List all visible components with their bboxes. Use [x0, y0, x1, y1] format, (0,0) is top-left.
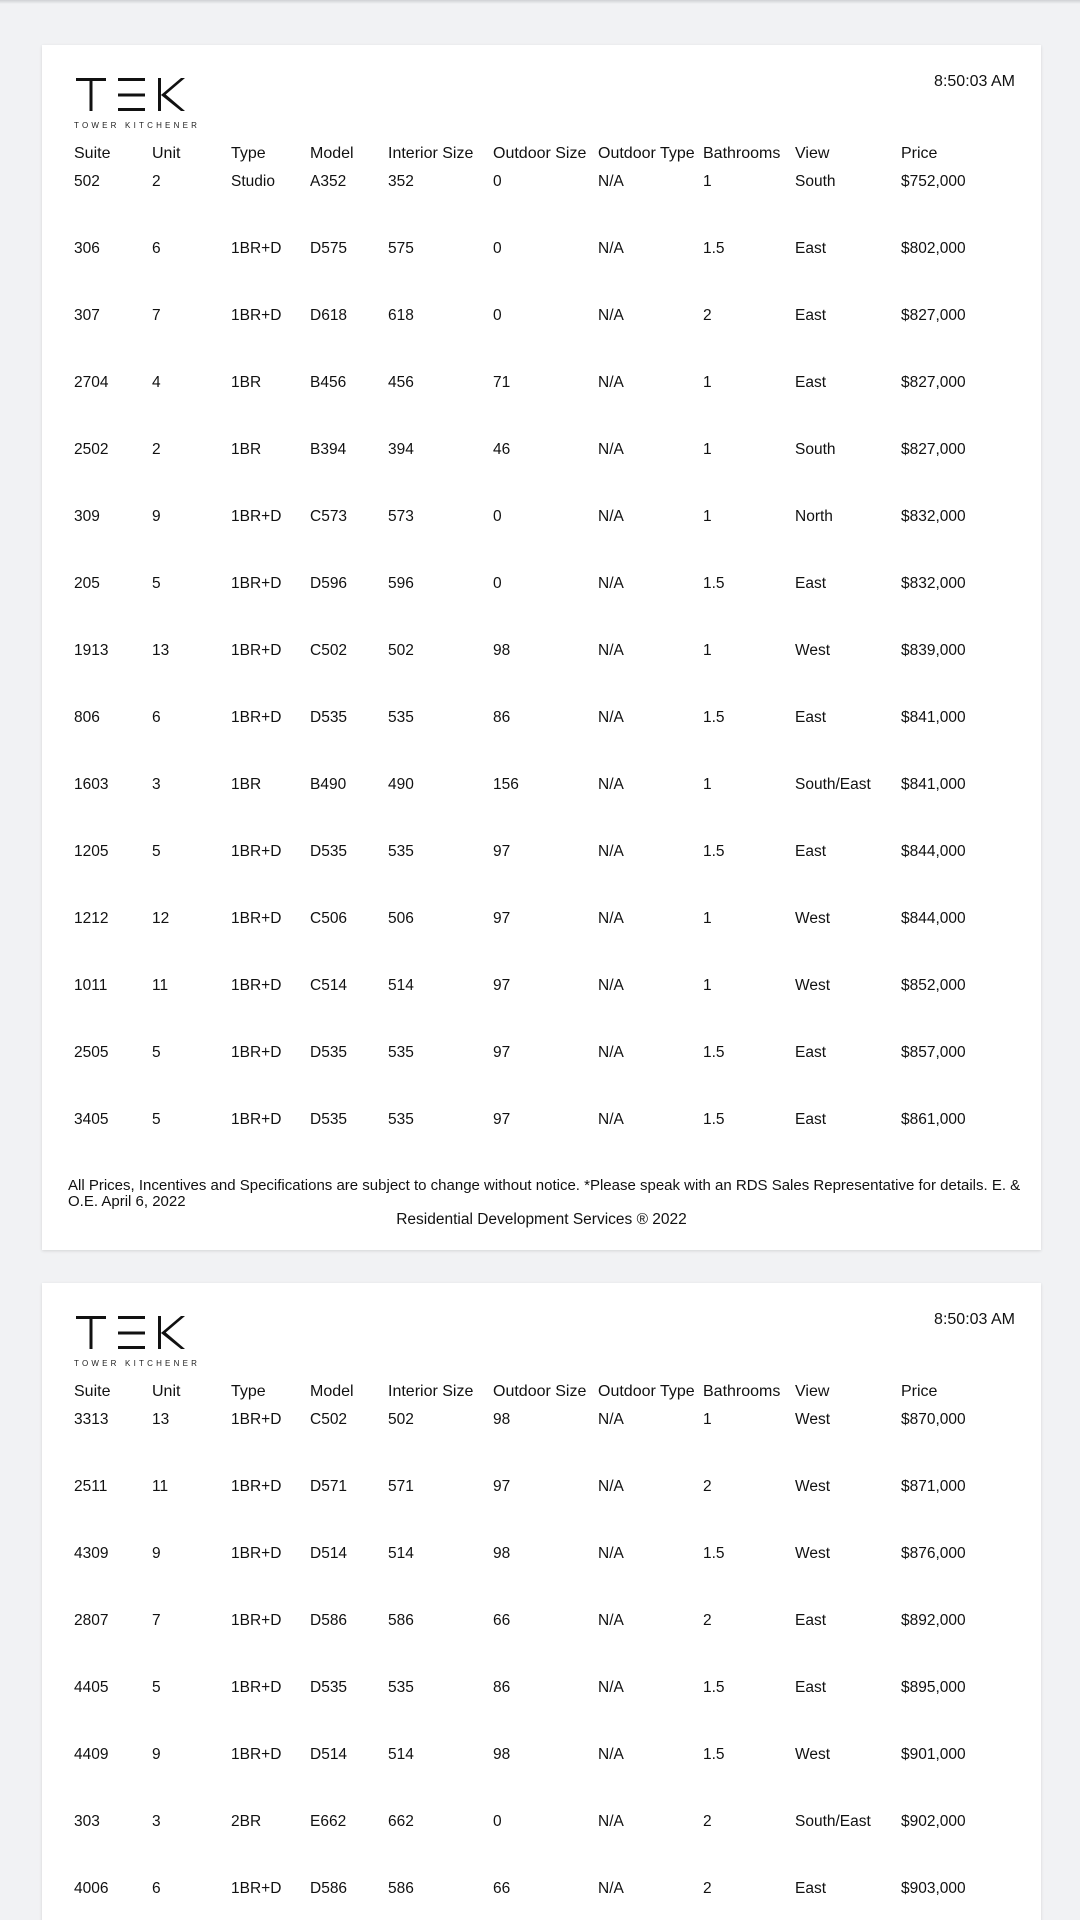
table-cell: West: [795, 910, 831, 927]
table-cell: 1: [703, 776, 712, 793]
column-header: Model: [310, 145, 354, 162]
table-cell: 6: [152, 709, 161, 726]
tek-logo-icon: [74, 1313, 204, 1357]
table-cell: 4006: [74, 1880, 109, 1897]
table-cell: B456: [310, 374, 347, 391]
table-cell: N/A: [598, 575, 624, 592]
table-cell: $876,000: [901, 1545, 966, 1562]
table-cell: 71: [493, 374, 511, 391]
table-cell: 3: [152, 1813, 161, 1830]
table-cell: 0: [493, 240, 502, 257]
table-cell: 98: [493, 1411, 511, 1428]
table-cell: 1BR+D: [231, 709, 282, 726]
column-header: Outdoor Size: [493, 145, 587, 162]
column-header: Type: [231, 145, 266, 162]
column-header: View: [795, 145, 830, 162]
table-cell: D586: [310, 1880, 348, 1897]
table-cell: 2BR: [231, 1813, 262, 1830]
table-cell: $902,000: [901, 1813, 966, 1830]
print-timestamp: 8:50:03 AM: [934, 1311, 1015, 1328]
table-cell: D535: [310, 709, 348, 726]
table-cell: 506: [388, 910, 414, 927]
table-cell: 1BR+D: [231, 910, 282, 927]
table-cell: N/A: [598, 508, 624, 525]
column-header: Interior Size: [388, 1383, 474, 1400]
table-cell: 2505: [74, 1044, 109, 1061]
table-row: [74, 437, 1011, 504]
table-row: [74, 973, 1011, 1040]
table-row: [74, 303, 1011, 370]
table-cell: 98: [493, 642, 511, 659]
table-cell: West: [795, 642, 831, 659]
table-cell: 514: [388, 1545, 414, 1562]
table-row: [74, 370, 1011, 437]
table-cell: 1: [703, 977, 712, 994]
table-row: [74, 1040, 1011, 1107]
table-cell: 5: [152, 1111, 161, 1128]
table-cell: 1BR+D: [231, 508, 282, 525]
table-cell: 2: [703, 1612, 712, 1629]
table-cell: 1: [703, 642, 712, 659]
table-cell: $827,000: [901, 374, 966, 391]
table-cell: 1011: [74, 977, 108, 994]
table-cell: 502: [74, 173, 100, 190]
tek-logo-icon: [74, 75, 204, 119]
table-cell: 0: [493, 508, 502, 525]
table-cell: $841,000: [901, 709, 966, 726]
table-cell: 502: [388, 1411, 414, 1428]
table-cell: 2: [703, 1880, 712, 1897]
table-cell: 3: [152, 776, 161, 793]
table-cell: N/A: [598, 1044, 624, 1061]
table-cell: 1BR+D: [231, 307, 282, 324]
table-cell: 1: [703, 173, 712, 190]
table-cell: 9: [152, 508, 161, 525]
table-cell: 1.5: [703, 1679, 725, 1696]
table-cell: D586: [310, 1612, 348, 1629]
table-cell: 0: [493, 307, 502, 324]
table-cell: $827,000: [901, 307, 966, 324]
table-cell: 6: [152, 240, 161, 257]
table-cell: 1.5: [703, 1044, 725, 1061]
table-cell: N/A: [598, 843, 624, 860]
table-cell: 586: [388, 1612, 414, 1629]
table-cell: 1BR+D: [231, 1044, 282, 1061]
table-cell: 5: [152, 1679, 161, 1696]
table-cell: 13: [152, 1411, 170, 1428]
table-row: [74, 1407, 1011, 1474]
column-header: Bathrooms: [703, 1383, 781, 1400]
table-cell: D596: [310, 575, 348, 592]
table-cell: $901,000: [901, 1746, 966, 1763]
table-cell: N/A: [598, 1813, 624, 1830]
table-cell: E662: [310, 1813, 347, 1830]
table-cell: 5: [152, 1044, 161, 1061]
table-row: [74, 1675, 1011, 1742]
table-cell: 98: [493, 1545, 511, 1562]
table-cell: N/A: [598, 1111, 624, 1128]
table-cell: 394: [388, 441, 414, 458]
table-cell: D535: [310, 1679, 348, 1696]
table-cell: 66: [493, 1612, 511, 1629]
column-header: Outdoor Type: [598, 145, 695, 162]
table-cell: 1.5: [703, 240, 725, 257]
table-cell: East: [795, 240, 827, 257]
table-cell: $802,000: [901, 240, 966, 257]
table-cell: 535: [388, 843, 414, 860]
table-cell: D575: [310, 240, 348, 257]
table-row: [74, 839, 1011, 906]
column-header: Bathrooms: [703, 145, 781, 162]
table-cell: 1BR: [231, 374, 262, 391]
table-cell: East: [795, 843, 827, 860]
table-cell: 535: [388, 709, 414, 726]
table-cell: C506: [310, 910, 348, 927]
table-cell: 1205: [74, 843, 109, 860]
table-cell: N/A: [598, 374, 624, 391]
table-cell: 535: [388, 1679, 414, 1696]
column-header: View: [795, 1383, 830, 1400]
column-header: Outdoor Size: [493, 1383, 587, 1400]
table-cell: 2: [703, 1813, 712, 1830]
table-cell: D618: [310, 307, 348, 324]
table-cell: 1BR+D: [231, 642, 282, 659]
table-cell: 86: [493, 709, 511, 726]
table-cell: 97: [493, 843, 511, 860]
column-header: Outdoor Type: [598, 1383, 695, 1400]
table-cell: 97: [493, 1478, 511, 1495]
table-cell: N/A: [598, 1411, 624, 1428]
table-cell: 1BR+D: [231, 1478, 282, 1495]
table-cell: 2: [152, 173, 161, 190]
table-row: [74, 1107, 1011, 1174]
table-row: [74, 1742, 1011, 1809]
table-cell: 1603: [74, 776, 109, 793]
table-cell: East: [795, 1044, 827, 1061]
units-table-body: [74, 1407, 1011, 1920]
column-header: Unit: [152, 1383, 181, 1400]
table-cell: 1.5: [703, 575, 725, 592]
table-cell: N/A: [598, 910, 624, 927]
table-cell: $861,000: [901, 1111, 966, 1128]
column-header: Model: [310, 1383, 354, 1400]
table-cell: 1BR+D: [231, 240, 282, 257]
table-cell: East: [795, 1880, 827, 1897]
table-cell: 5: [152, 575, 161, 592]
table-cell: East: [795, 1612, 827, 1629]
table-cell: South/East: [795, 776, 871, 793]
table-cell: N/A: [598, 1746, 624, 1763]
table-header-row: [74, 1383, 1011, 1407]
logo-tagline: TOWER KITCHENER: [74, 1359, 201, 1368]
table-cell: 573: [388, 508, 414, 525]
column-header: Unit: [152, 145, 181, 162]
table-cell: East: [795, 1679, 827, 1696]
tek-logo: [74, 75, 204, 133]
price-list-page-2: [42, 1283, 1041, 1920]
table-cell: 1.5: [703, 1111, 725, 1128]
table-row: [74, 1608, 1011, 1675]
table-cell: 4: [152, 374, 161, 391]
table-row: [74, 504, 1011, 571]
table-cell: N/A: [598, 1880, 624, 1897]
table-cell: N/A: [598, 240, 624, 257]
table-cell: 352: [388, 173, 414, 190]
table-cell: 1BR+D: [231, 1679, 282, 1696]
table-cell: 5: [152, 843, 161, 860]
table-row: [74, 1809, 1011, 1876]
table-row: [74, 1474, 1011, 1541]
disclaimer-text: All Prices, Incentives and Specifications are subject to change without notice. *Please speak with an RDS Sales Representative for details. E. & O.E. April 6, 2022: [68, 1177, 1021, 1210]
table-cell: N/A: [598, 709, 624, 726]
table-cell: East: [795, 1111, 827, 1128]
table-cell: East: [795, 575, 827, 592]
tek-logo: [74, 1313, 204, 1371]
table-cell: $827,000: [901, 441, 966, 458]
table-cell: 66: [493, 1880, 511, 1897]
column-header: Interior Size: [388, 145, 474, 162]
table-cell: C573: [310, 508, 348, 525]
table-cell: South: [795, 173, 836, 190]
table-cell: East: [795, 709, 827, 726]
table-cell: $903,000: [901, 1880, 966, 1897]
table-cell: B394: [310, 441, 347, 458]
table-cell: North: [795, 508, 833, 525]
table-cell: 596: [388, 575, 414, 592]
table-cell: 2704: [74, 374, 109, 391]
table-cell: 0: [493, 575, 502, 592]
table-cell: 3405: [74, 1111, 109, 1128]
table-cell: N/A: [598, 1679, 624, 1696]
table-cell: N/A: [598, 1545, 624, 1562]
table-row: [74, 906, 1011, 973]
table-cell: 514: [388, 977, 414, 994]
table-cell: 1BR+D: [231, 1746, 282, 1763]
table-cell: 6: [152, 1880, 161, 1897]
table-cell: 456: [388, 374, 414, 391]
table-cell: 1BR+D: [231, 977, 282, 994]
table-cell: 309: [74, 508, 100, 525]
column-header: Type: [231, 1383, 266, 1400]
table-cell: $871,000: [901, 1478, 966, 1495]
table-cell: 13: [152, 642, 170, 659]
table-row: [74, 1541, 1011, 1608]
table-cell: 307: [74, 307, 100, 324]
table-row: [74, 705, 1011, 772]
table-cell: $832,000: [901, 575, 966, 592]
table-cell: $857,000: [901, 1044, 966, 1061]
table-cell: C502: [310, 642, 348, 659]
table-cell: $895,000: [901, 1679, 966, 1696]
table-cell: 3313: [74, 1411, 109, 1428]
table-cell: N/A: [598, 977, 624, 994]
table-cell: N/A: [598, 441, 624, 458]
table-cell: 1: [703, 374, 712, 391]
table-cell: $841,000: [901, 776, 966, 793]
table-cell: 9: [152, 1545, 161, 1562]
table-cell: 97: [493, 977, 511, 994]
table-cell: 2502: [74, 441, 109, 458]
table-cell: 1.5: [703, 1746, 725, 1763]
table-cell: 4405: [74, 1679, 109, 1696]
table-cell: A352: [310, 173, 347, 190]
table-cell: 86: [493, 1679, 511, 1696]
table-row: [74, 638, 1011, 705]
column-header: Suite: [74, 145, 111, 162]
table-cell: 4409: [74, 1746, 109, 1763]
table-cell: $852,000: [901, 977, 966, 994]
table-cell: 1913: [74, 642, 109, 659]
table-cell: 7: [152, 1612, 161, 1629]
logo-tagline: TOWER KITCHENER: [74, 121, 201, 130]
table-cell: C514: [310, 977, 348, 994]
table-cell: South/East: [795, 1813, 871, 1830]
table-row: [74, 772, 1011, 839]
table-cell: 2511: [74, 1478, 108, 1495]
table-cell: $844,000: [901, 843, 966, 860]
table-cell: West: [795, 977, 831, 994]
table-cell: 1.5: [703, 709, 725, 726]
table-cell: 97: [493, 1044, 511, 1061]
table-row: [74, 169, 1011, 236]
print-timestamp: 8:50:03 AM: [934, 73, 1015, 90]
table-cell: 205: [74, 575, 100, 592]
table-cell: West: [795, 1478, 831, 1495]
table-cell: 1.5: [703, 843, 725, 860]
table-cell: West: [795, 1545, 831, 1562]
table-cell: 303: [74, 1813, 100, 1830]
table-cell: 1BR+D: [231, 1111, 282, 1128]
table-cell: N/A: [598, 642, 624, 659]
table-cell: 1.5: [703, 1545, 725, 1562]
table-cell: 1BR: [231, 776, 262, 793]
table-cell: 2: [703, 307, 712, 324]
table-cell: 1BR+D: [231, 1612, 282, 1629]
table-cell: 4309: [74, 1545, 109, 1562]
table-cell: 12: [152, 910, 170, 927]
table-cell: N/A: [598, 173, 624, 190]
table-cell: 97: [493, 1111, 511, 1128]
table-cell: N/A: [598, 307, 624, 324]
table-row: [74, 571, 1011, 638]
table-cell: South: [795, 441, 836, 458]
table-cell: East: [795, 307, 827, 324]
table-cell: 662: [388, 1813, 414, 1830]
price-list-page-1: [42, 45, 1041, 1250]
table-cell: 535: [388, 1044, 414, 1061]
table-cell: 0: [493, 173, 502, 190]
column-header: Suite: [74, 1383, 111, 1400]
toolbar-shadow: [0, 0, 1080, 4]
table-cell: 0: [493, 1813, 502, 1830]
table-cell: D535: [310, 1044, 348, 1061]
table-cell: 1: [703, 910, 712, 927]
table-cell: 514: [388, 1746, 414, 1763]
table-cell: 2: [703, 1478, 712, 1495]
table-cell: 806: [74, 709, 100, 726]
table-cell: N/A: [598, 1478, 624, 1495]
table-cell: 97: [493, 910, 511, 927]
table-cell: 2807: [74, 1612, 109, 1629]
table-cell: 1: [703, 1411, 712, 1428]
table-cell: $870,000: [901, 1411, 966, 1428]
units-table: [74, 1383, 1011, 1920]
copyright-text: Residential Development Services ® 2022: [396, 1211, 687, 1228]
table-cell: 571: [388, 1478, 414, 1495]
table-cell: D514: [310, 1746, 348, 1763]
table-cell: 618: [388, 307, 414, 324]
table-cell: 1BR+D: [231, 843, 282, 860]
table-cell: 1BR+D: [231, 1545, 282, 1562]
table-cell: 11: [152, 1478, 169, 1495]
table-cell: 2: [152, 441, 161, 458]
table-cell: 1BR+D: [231, 1880, 282, 1897]
units-table: [74, 145, 1011, 1174]
table-cell: 1212: [74, 910, 109, 927]
table-row: [74, 236, 1011, 303]
column-header: Price: [901, 1383, 938, 1400]
table-cell: 7: [152, 307, 161, 324]
table-cell: 1BR: [231, 441, 262, 458]
units-table-body: [74, 169, 1011, 1174]
table-cell: West: [795, 1746, 831, 1763]
table-cell: 1: [703, 441, 712, 458]
table-cell: 1BR+D: [231, 575, 282, 592]
table-cell: $752,000: [901, 173, 966, 190]
table-cell: 502: [388, 642, 414, 659]
table-cell: C502: [310, 1411, 348, 1428]
table-cell: 98: [493, 1746, 511, 1763]
table-header-row: [74, 145, 1011, 169]
table-cell: Studio: [231, 173, 275, 190]
table-cell: 9: [152, 1746, 161, 1763]
table-cell: D571: [310, 1478, 348, 1495]
table-cell: 535: [388, 1111, 414, 1128]
table-cell: 156: [493, 776, 519, 793]
table-cell: East: [795, 374, 827, 391]
table-cell: 46: [493, 441, 511, 458]
table-cell: N/A: [598, 1612, 624, 1629]
table-cell: $839,000: [901, 642, 966, 659]
table-cell: $892,000: [901, 1612, 966, 1629]
table-row: [74, 1876, 1011, 1920]
table-cell: 1BR+D: [231, 1411, 282, 1428]
table-cell: West: [795, 1411, 831, 1428]
table-cell: $844,000: [901, 910, 966, 927]
table-cell: D535: [310, 843, 348, 860]
table-cell: 490: [388, 776, 414, 793]
table-cell: D514: [310, 1545, 348, 1562]
table-cell: $832,000: [901, 508, 966, 525]
table-cell: D535: [310, 1111, 348, 1128]
table-cell: N/A: [598, 776, 624, 793]
table-cell: 306: [74, 240, 100, 257]
table-cell: B490: [310, 776, 347, 793]
column-header: Price: [901, 145, 938, 162]
table-cell: 11: [152, 977, 169, 994]
table-cell: 575: [388, 240, 414, 257]
table-cell: 586: [388, 1880, 414, 1897]
table-cell: 1: [703, 508, 712, 525]
